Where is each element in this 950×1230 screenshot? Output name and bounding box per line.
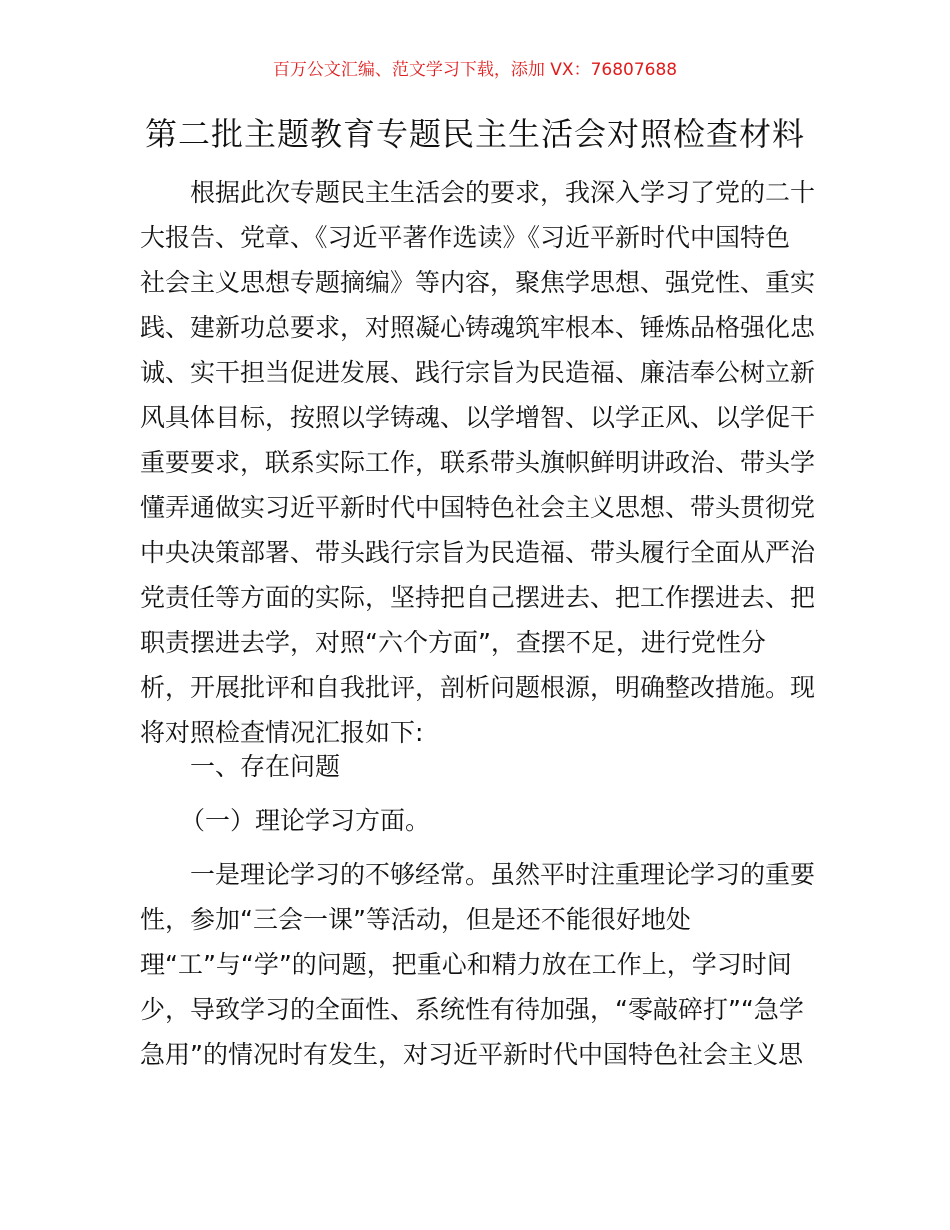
- intro-line: 践、建新功总要求，对照凝心铸魂筑牢根本、锤炼品格强化忠: [140, 313, 816, 342]
- intro-line: 党责任等方面的实际，坚持把自己摆进去、把工作摆进去、把: [140, 583, 816, 612]
- point-line: 少，导致学习的全面性、系统性有待加强，“零敲碎打”“急学: [140, 995, 804, 1024]
- intro-line: 职责摆进去学，对照“六个方面”，查摆不足，进行党性分: [140, 628, 766, 657]
- intro-line: 懂弄通做实习近平新时代中国特色社会主义思想、带头贯彻党: [140, 493, 816, 522]
- header-promo-note: 百万公文汇编、范文学习下载，添加 VX：76807688: [272, 60, 678, 80]
- intro-line: 根据此次专题民主生活会的要求，我深入学习了党的二十: [190, 178, 816, 207]
- point-line: 理“工”与“学”的问题，把重心和精力放在工作上，学习时间: [140, 950, 792, 979]
- point-line: 性，参加“三会一课”等活动，但是还不能很好地处: [140, 905, 691, 934]
- intro-line: 风具体目标，按照以学铸魂、以学增智、以学正风、以学促干: [140, 403, 816, 432]
- point-line: 急用”的情况时有发生，对习近平新时代中国特色社会主义思: [140, 1040, 803, 1069]
- intro-line: 将对照检查情况汇报如下:: [140, 718, 424, 747]
- point-line: 一是理论学习的不够经常。虽然平时注重理论学习的重要: [190, 860, 816, 889]
- subsection-heading: （一）理论学习方面。: [180, 806, 431, 835]
- intro-paragraph: [140, 170, 816, 755]
- intro-line: 大报告、党章、《习近平著作选读》《习近平新时代中国特色: [140, 223, 791, 252]
- intro-line: 重要要求，联系实际工作，联系带头旗帜鲜明讲政治、带头学: [140, 448, 816, 477]
- intro-line: 中央决策部署、带头践行宗旨为民造福、带头履行全面从严治: [140, 538, 816, 567]
- intro-line: 社会主义思想专题摘编》等内容，聚焦学思想、强党性、重实: [140, 268, 816, 297]
- intro-line: 诚、实干担当促进发展、践行宗旨为民造福、廉洁奉公树立新: [140, 358, 816, 387]
- document-title: 第二批主题教育专题民主生活会对照检查材料: [144, 115, 805, 153]
- section-heading: 一、存在问题: [190, 752, 341, 781]
- theory-study-paragraph: [140, 852, 816, 1077]
- intro-line: 析，开展批评和自我批评，剖析问题根源，明确整改措施。现: [140, 673, 816, 702]
